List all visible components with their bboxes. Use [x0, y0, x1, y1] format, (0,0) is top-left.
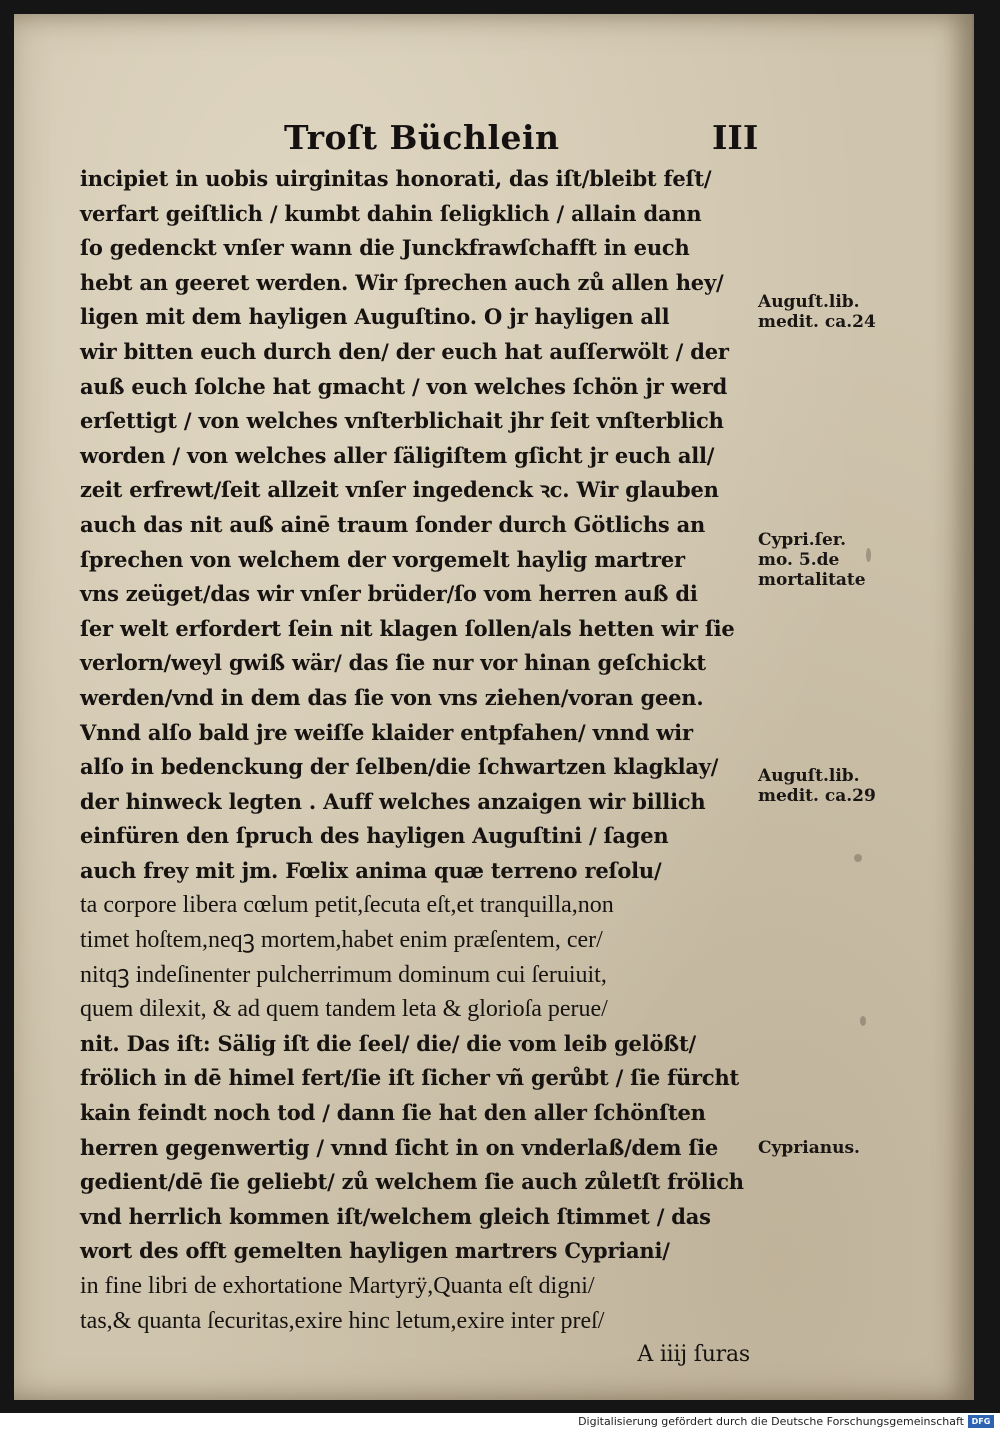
text-line: kain feindt noch tod / dann ſie hat den aller ſchönſten: [80, 1100, 706, 1126]
text-line: ſprechen von welchem der vorgemelt haylig martrer: [80, 546, 685, 572]
text-line: ligen mit dem hayligen Auguſtino. O jr hayligen all: [80, 304, 670, 330]
latin-text-line: ta corpore libera cœlum petit,ſecuta eſt,et tranquilla,non: [80, 892, 614, 919]
text-line: wort des offt gemelten hayligen martrers Cypriani/: [80, 1238, 670, 1264]
text-line: einfüren den ſpruch des hayligen Auguſtini / ſagen: [80, 823, 669, 849]
ink-speck: [860, 1016, 866, 1026]
running-title: Troſt Büchlein: [284, 118, 560, 157]
funding-credit: Digitalisierung gefördert durch die Deutsche Forschungsgemeinschaft: [578, 1415, 964, 1428]
text-line: Vnnd alſo bald jre weiſſe klaider entpfahen/ vnnd wir: [80, 719, 693, 745]
text-line: der hinweck legten . Auff welches anzaigen wir billich: [80, 788, 706, 814]
marginal-note: [758, 530, 898, 590]
marginal-note: [758, 766, 898, 806]
text-line: auch frey mit jm. Fœlix anima quæ terreno reſolu/: [80, 857, 662, 883]
text-line: auch das nit auß ainē traum ſonder durch Götlichs an: [80, 511, 706, 537]
text-line: auß euch ſolche hat gmacht / von welches ſchön jr werd: [80, 373, 728, 399]
marginal-note: [758, 292, 898, 332]
ink-speck: [866, 548, 871, 562]
marginal-note-line: mo. 5.de: [758, 550, 840, 570]
marginal-note-line: Auguſt.lib.: [758, 766, 860, 786]
text-line: verlorn/weyl gwiß wär/ das ſie nur vor hinan geſchickt: [80, 650, 706, 676]
footer-bar: [0, 1413, 1000, 1431]
latin-text-line: tas,& quanta ſecuritas,exire hinc letum,exire inter preſ/: [80, 1307, 605, 1334]
text-line: erſettigt / von welches vnſterblichait jhr ſeit vnſterblich: [80, 408, 724, 434]
page-header: [284, 118, 764, 162]
main-text-block: [80, 162, 760, 1373]
text-line: ſer welt erfordert ſein nit klagen ſollen/als hetten wir ſie: [80, 615, 735, 641]
text-line: vns zeüget/das wir vnſer brüder/ſo vom herren auß di: [80, 581, 698, 607]
dfg-logo-icon: DFG: [968, 1415, 994, 1428]
text-line: incipiet in uobis uirginitas honorati, das iſt/bleibt feſt/: [80, 166, 712, 191]
catchline-signature: A iiij ſuras: [637, 1342, 750, 1368]
text-line: verfart geiſtlich / kumbt dahin ſeligklich / allain dann: [80, 200, 702, 226]
marginal-note-line: medit. ca.24: [758, 312, 876, 332]
marginal-note-line: Auguſt.lib.: [758, 292, 860, 312]
text-line: alſo in bedenckung der ſelben/die ſchwartzen klagklay/: [80, 754, 719, 780]
latin-text-line: in fine libri de exhortatione Martyrÿ,Quanta eſt digni/: [80, 1273, 595, 1299]
text-line: vnd herrlich kommen iſt/welchem gleich ſtimmet / das: [80, 1203, 711, 1229]
marginal-note-line: Cyprianus.: [758, 1138, 860, 1158]
latin-text-line: timet hoſtem,neqꝫ mortem,habet enim præſentem, cer/: [80, 927, 603, 954]
text-line: herren gegenwertig / vnnd ſicht in on vnderlaß/dem ſie: [80, 1134, 719, 1160]
marginal-note: [758, 1138, 898, 1158]
text-line: werden/vnd in dem das ſie von vns ziehen/voran geen.: [80, 684, 704, 710]
marginal-note-line: mortalitate: [758, 570, 866, 590]
marginal-note-line: medit. ca.29: [758, 786, 876, 806]
text-line: ſo gedenckt vnſer wann die Junckfrawſchafft in euch: [80, 235, 690, 261]
text-line: nit. Das iſt: Sälig iſt die ſeel/ die/ die vom leib gelößt/: [80, 1030, 697, 1056]
text-line: zeit erfrewt/ſeit allzeit vnſer ingedenck ꝛc. Wir glauben: [80, 477, 719, 503]
latin-text-line: nitqꝫ indeſinenter pulcherrimum dominum cui ſeruiuit,: [80, 961, 607, 988]
book-page: [14, 14, 974, 1400]
text-line: frölich in dē himel fert/ſie iſt ſicher vñ gerůbt / ſie fürcht: [80, 1065, 740, 1091]
text-line: hebt an geeret werden. Wir ſprechen auch zů allen hey/: [80, 269, 724, 295]
folio-number: III: [712, 118, 759, 157]
ink-speck: [854, 854, 862, 862]
marginal-note-line: Cypri.ſer.: [758, 530, 847, 550]
text-line: wir bitten euch durch den/ der euch hat auſſerwölt / der: [80, 338, 729, 364]
text-line: worden / von welches aller ſäligiſtem gſicht jr euch all/: [80, 442, 715, 468]
text-line: gedient/dē ſie geliebt/ zů welchem ſie auch zůletſt frölich: [80, 1169, 744, 1195]
latin-text-line: quem dilexit, & ad quem tandem leta & glorioſa perue/: [80, 996, 608, 1023]
